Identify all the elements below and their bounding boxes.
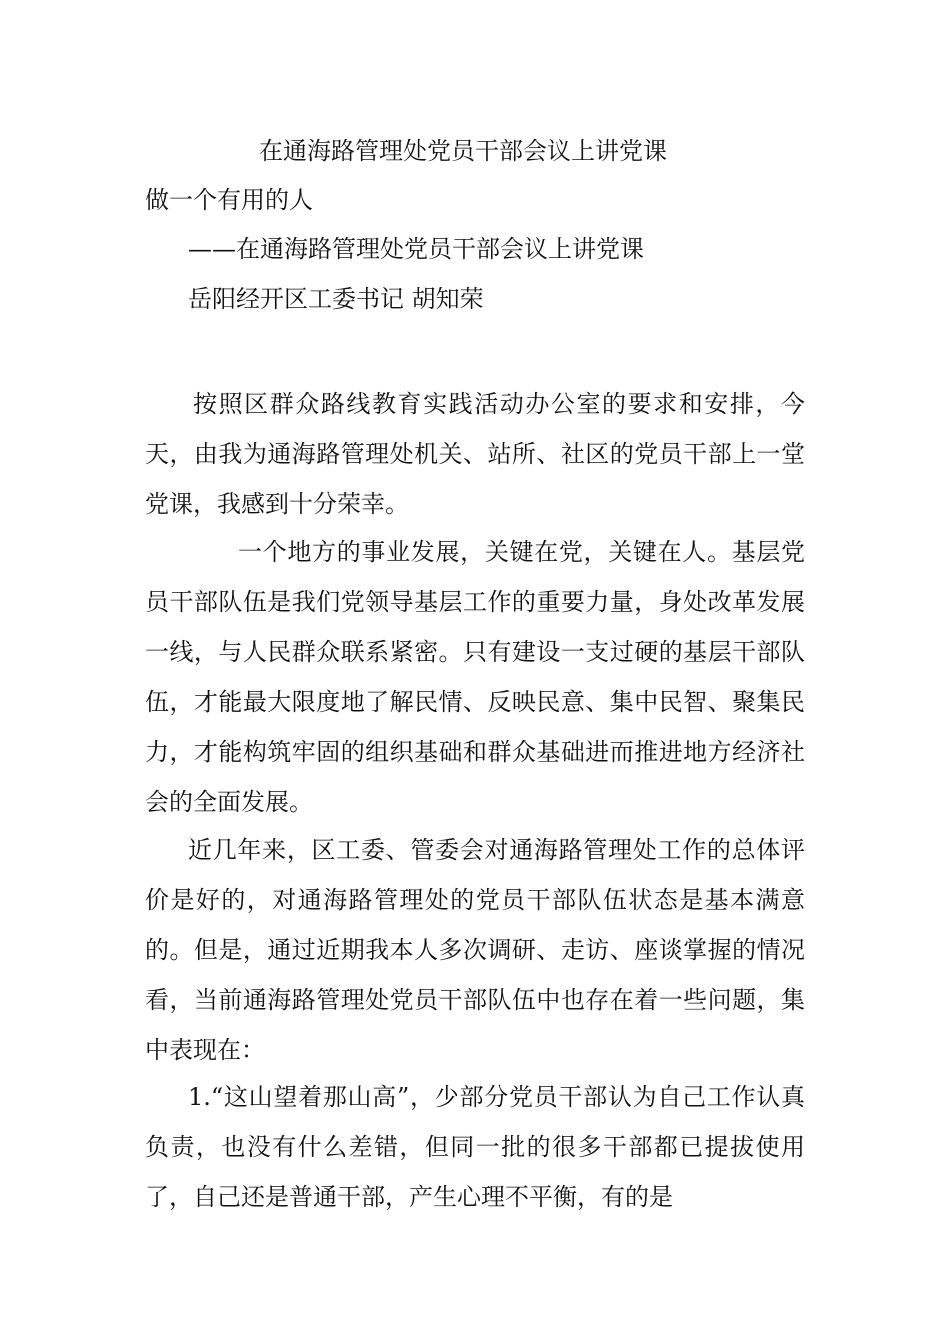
body-paragraph-1: 按照区群众路线教育实践活动办公室的要求和安排，今天，由我为通海路管理处机关、站所、社区的党员干部上一堂党课，我感到十分荣幸。 <box>145 390 805 518</box>
document-subtitle: ——在通海路管理处党员干部会议上讲党课 <box>188 235 644 263</box>
body-paragraph-3: 近几年来，区工委、管委会对通海路管理处工作的总体评价是好的，对通海路管理处的党员干部队伍状态是基本满意的。但是，通过近期我本人多次调研、走访、座谈掌握的情况看，当前通海路管理处党员干部队伍中也存在着一些问题，集中表现在： <box>145 836 805 1064</box>
body-paragraph-2: 一个地方的事业发展，关键在党，关键在人。基层党员干部队伍是我们党领导基层工作的重要力量，身处改革发展一线，与人民群众联系紧密。只有建设一支过硬的基层干部队伍，才能最大限度地了解民情、反映民意、集中民智、聚集民力，才能构筑牢固的组织基础和群众基础进而推进地方经济社会的全面发展。 <box>145 538 805 816</box>
document-title: 做一个有用的人 <box>145 186 313 214</box>
document-author: 岳阳经开区工委书记 胡知荣 <box>188 285 484 313</box>
document-header-title: 在通海路管理处党员干部会议上讲党课 <box>259 137 667 165</box>
body-paragraph-4: 1.“这山望着那山高”，少部分党员干部认为自己工作认真负责，也没有什么差错，但同一批的很多干部都已提拔使用了，自己还是普通干部，产生心理不平衡，有的是 <box>145 1083 805 1211</box>
